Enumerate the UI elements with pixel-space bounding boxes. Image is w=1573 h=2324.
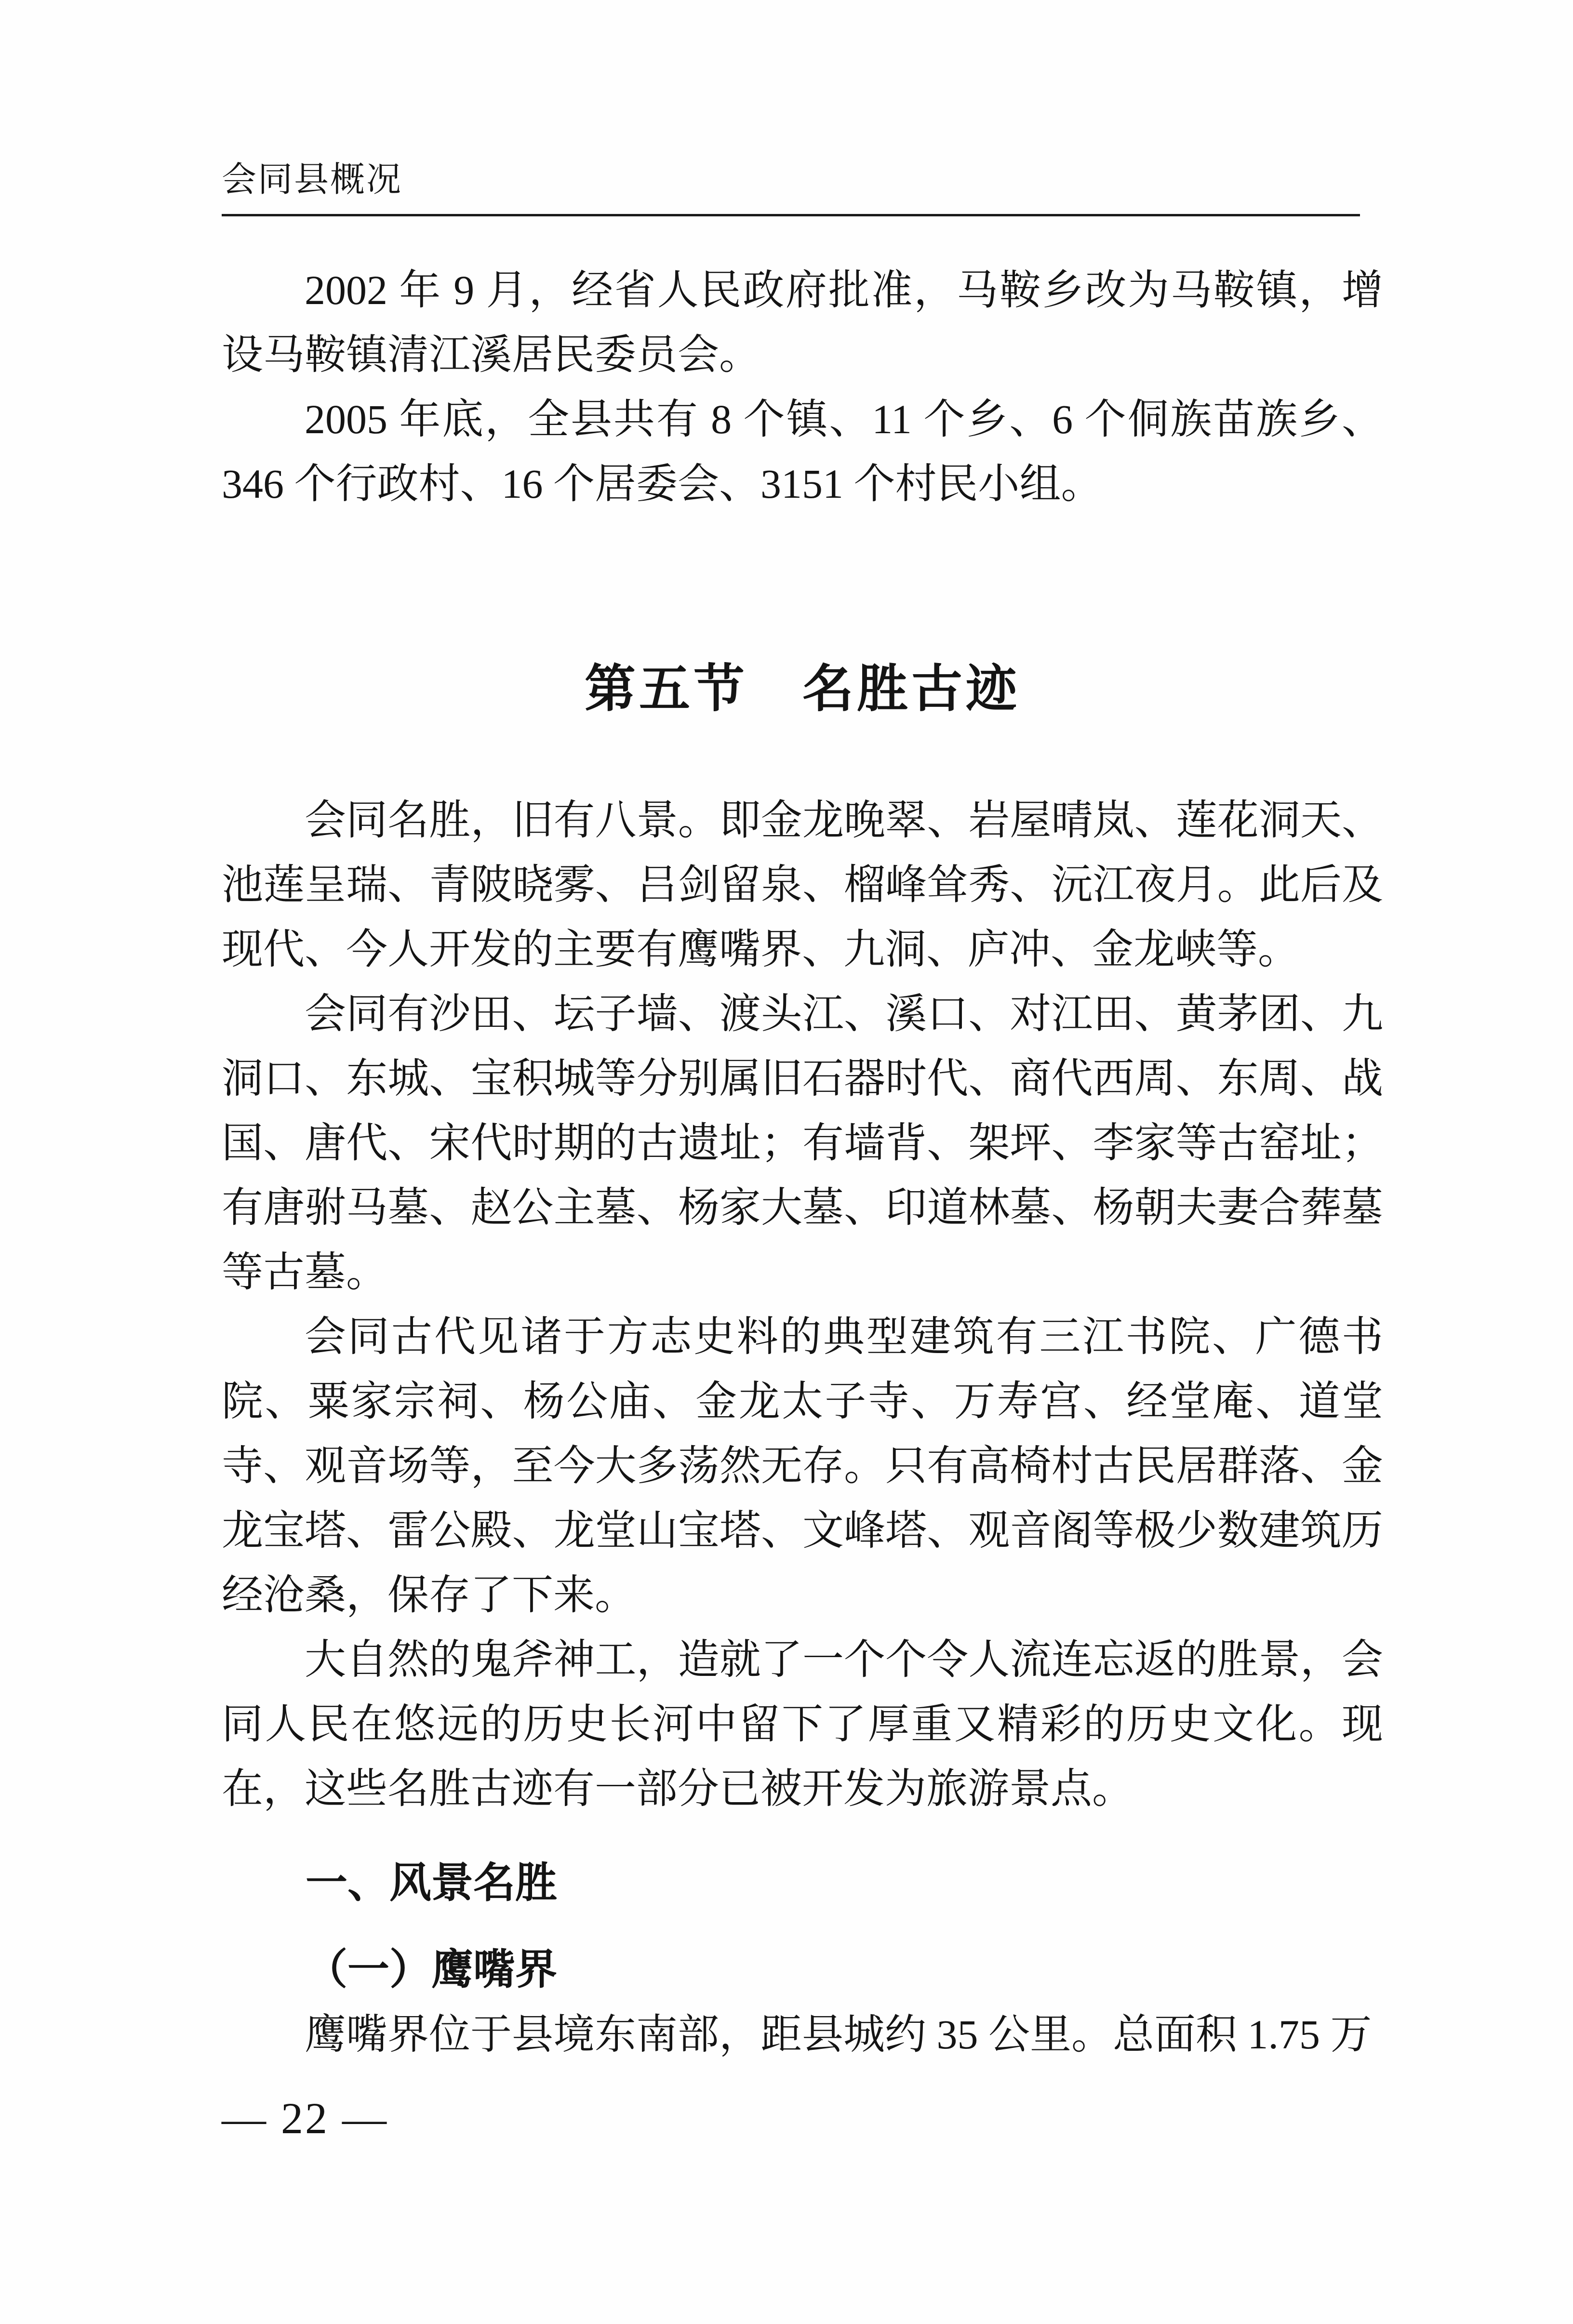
running-header: 会同县概况	[222, 160, 403, 199]
subsection-heading-scenic-spots: 一、风景名胜	[306, 1859, 557, 1906]
subsection-heading-yingzuijie: （一）鹰嘴界	[306, 1946, 557, 1993]
body-paragraph-nature: 大自然的鬼斧神工，造就了一个个令人流连忘返的胜景，会同人民在悠远的历史长河中留下了厚重又精彩的历史文化。现在，这些名胜古迹有一部分已被开发为旅游景点。	[222, 1636, 1383, 1812]
body-paragraph-yingzuijie: 鹰嘴界位于县境东南部，距县城约 35 公里。总面积 1.75 万	[305, 2011, 1372, 2058]
body-paragraph-2005: 2005 年底，全县共有 8 个镇、11 个乡、6 个侗族苗族乡、346 个行政村、16 个居委会、3151 个村民小组。	[222, 396, 1383, 507]
body-paragraph-ancient-sites: 会同有沙田、坛子墙、渡头江、溪口、对江田、黄茅团、九洞口、东城、宝积城等分别属旧石器时代、商代西周、东周、战国、唐代、宋代时期的古遗址；有墙背、架坪、李家等古窑址；有唐驸马墓、赵公主墓、杨家大墓、印道林墓、杨朝夫妻合葬墓等古墓。	[222, 991, 1383, 1295]
header-divider-rule	[222, 214, 1360, 216]
page-body	[222, 258, 1383, 2067]
body-paragraph-eight-scenes: 会同名胜，旧有八景。即金龙晚翠、岩屋晴岚、莲花洞天、池莲呈瑞、青陂晓雾、吕剑留泉、榴峰耸秀、沅江夜月。此后及现代、今人开发的主要有鹰嘴界、九洞、庐冲、金龙峡等。	[222, 797, 1383, 972]
section-title: 第五节 名胜古迹	[585, 661, 1020, 717]
body-paragraph-2002: 2002 年 9 月，经省人民政府批准，马鞍乡改为马鞍镇，增设马鞍镇清江溪居民委员会。	[222, 267, 1383, 378]
page-number: — 22 —	[222, 2094, 388, 2143]
body-paragraph-ancient-buildings: 会同古代见诸于方志史料的典型建筑有三江书院、广德书院、粟家宗祠、杨公庙、金龙太子寺、万寿宫、经堂庵、道堂寺、观音场等，至今大多荡然无存。只有高椅村古民居群落、金龙宝塔、雷公殿、龙堂山宝塔、文峰塔、观音阁等极少数建筑历经沧桑，保存了下来。	[222, 1314, 1383, 1618]
